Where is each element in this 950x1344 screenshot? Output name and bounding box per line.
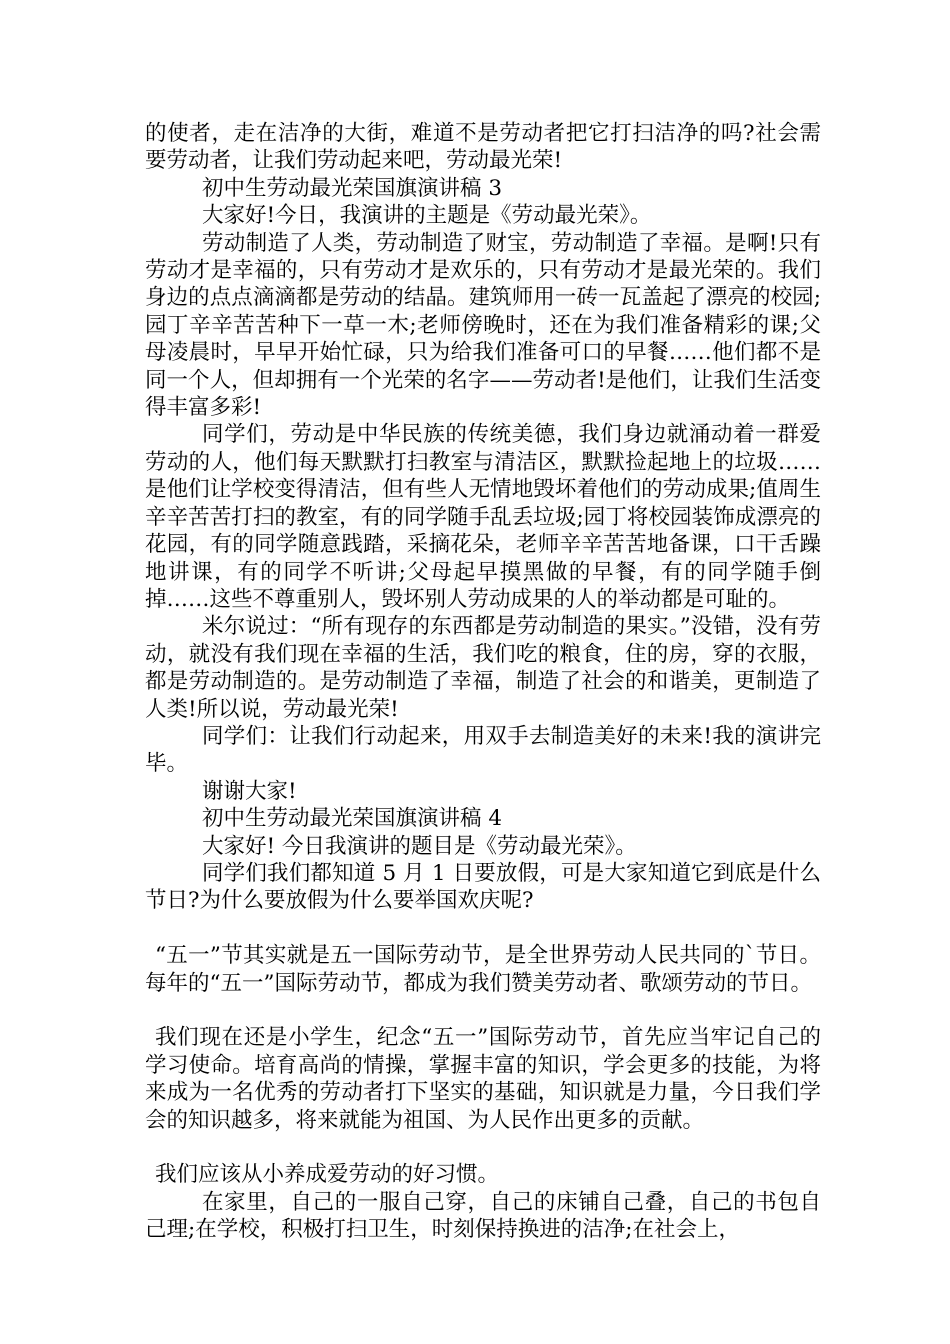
greeting-paragraph: 大家好! 今日我演讲的题目是《劳动最光荣》。 bbox=[202, 833, 637, 859]
body-paragraph: 我们应该从小养成爱劳动的好习惯。 bbox=[155, 1162, 500, 1188]
document-body bbox=[145, 120, 821, 1244]
thanks-line: 谢谢大家! bbox=[202, 778, 297, 804]
paragraph-gap bbox=[145, 915, 821, 942]
section-heading-4: 初中生劳动最光荣国旗演讲稿 4 bbox=[202, 806, 503, 832]
body-paragraph: 米尔说过：“所有现存的东西都是劳动制造的果实。”没错，没有劳动，就没有我们现在幸福的生活，我们吃的粮食，住的房，穿的衣服，都是劳动制造的。是劳动制造了幸福，制造了社会的和谐美，更制造了人类!所以说，劳动最光荣! bbox=[145, 614, 821, 722]
paragraph-gap bbox=[145, 997, 821, 1024]
greeting-paragraph: 大家好!今日，我演讲的主题是《劳动最光荣》。 bbox=[202, 203, 652, 229]
paragraph-continuation: 的使者，走在洁净的大街，难道不是劳动者把它打扫洁净的吗?社会需要劳动者，让我们劳动起来吧，劳动最光荣! bbox=[145, 121, 821, 174]
body-paragraph: 同学们，劳动是中华民族的传统美德，我们身边就涌动着一群爱劳动的人，他们每天默默打扫教室与清洁区，默默捡起地上的垃圾……是他们让学校变得清洁，但有些人无情地毁坏着他们的劳动成果;值周生辛辛苦苦打扫的教室，有的同学随手乱丢垃圾;园丁将校园装饰成漂亮的花园，有的同学随意践踏，采摘花朵，老师辛辛苦苦地备课，口干舌躁地讲课，有的同学不听讲;父母起早摸黑做的早餐，有的同学随手倒掉……这些不尊重别人，毁坏别人劳动成果的人的举动都是可耻的。 bbox=[145, 422, 821, 612]
section-heading-3: 初中生劳动最光荣国旗演讲稿 3 bbox=[202, 175, 503, 201]
body-paragraph: 在家里，自己的一服自己穿，自己的床铺自己叠，自己的书包自己理;在学校，积极打扫卫生，时刻保持换进的洁净;在社会上， bbox=[145, 1189, 821, 1243]
paragraph-gap bbox=[145, 1134, 821, 1161]
body-paragraph: 同学们我们都知道 5 月 1 日要放假，可是大家知道它到底是什么节日?为什么要放假为什么要举国欢庆呢? bbox=[145, 860, 821, 914]
body-paragraph: “五一”节其实就是五一国际劳动节，是全世界劳动人民共同的`节日。每年的“五一”国际劳动节，都成为我们赞美劳动者、歌颂劳动的节日。 bbox=[145, 943, 821, 996]
body-paragraph: 同学们：让我们行动起来，用双手去制造美好的未来!我的演讲完毕。 bbox=[145, 723, 821, 777]
body-paragraph: 劳动制造了人类，劳动制造了财宝，劳动制造了幸福。是啊!只有劳动才是幸福的，只有劳动才是欢乐的，只有劳动才是最光荣的。我们身边的点点滴滴都是劳动的结晶。建筑师用一砖一瓦盖起了漂亮的校园;园丁辛辛苦苦种下一草一木;老师傍晚时，还在为我们准备精彩的课;父母凌晨时，早早开始忙碌，只为给我们准备可口的早餐……他们都不是同一个人，但却拥有一个光荣的名字——劳动者!是他们，让我们生活变得丰富多彩! bbox=[145, 230, 821, 421]
body-paragraph: 我们现在还是小学生，纪念“五一”国际劳动节，首先应当牢记自己的学习使命。培育高尚的情操，掌握丰富的知识，学会更多的技能，为将来成为一名优秀的劳动者打下坚实的基础，知识就是力量，今日我们学会的知识越多，将来就能为祖国、为人民作出更多的贡献。 bbox=[145, 1025, 821, 1133]
